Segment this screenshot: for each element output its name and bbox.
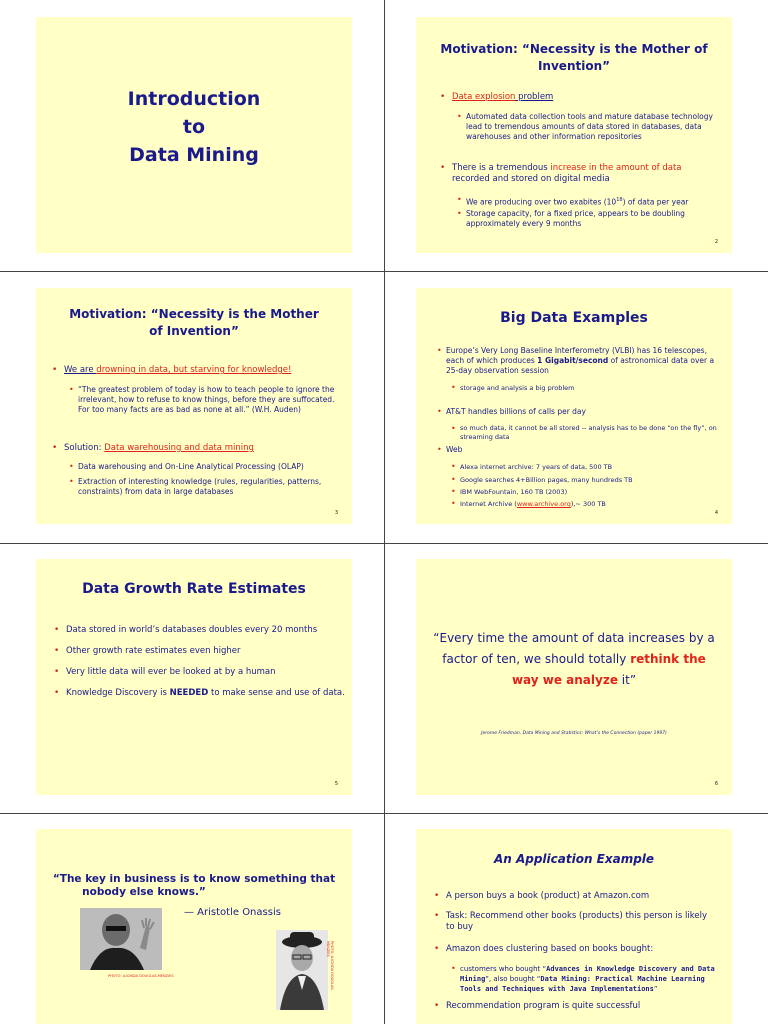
bullet-text: Amazon does clustering based on books bought: <box>446 944 654 954</box>
bullet-text: There is a tremendous <box>452 163 551 173</box>
sub-bullet <box>69 477 336 497</box>
bullet-dot: • <box>54 688 60 698</box>
sub-bullet <box>451 424 718 442</box>
sub-bullet <box>451 964 722 994</box>
bullet <box>434 911 716 933</box>
bullet <box>434 891 726 902</box>
page-number: 4 <box>714 510 718 516</box>
slide-8-title: An Application Example <box>493 852 655 866</box>
bullet-text: Task: Recommend other books (products) this person is likely to buy <box>446 911 707 932</box>
bullet <box>440 92 712 103</box>
slide-2-title: Motivation: “Necessity is the Mother of Invention” <box>440 42 708 73</box>
sub-bullet <box>451 475 718 485</box>
bullet <box>440 163 714 185</box>
quote-line-2 <box>416 649 732 670</box>
bullet-text: AT&T handles billions of calls per day <box>446 407 586 416</box>
bullet <box>52 443 334 454</box>
sub-bullet-text: “The greatest problem of today is how to teach people to ignore the irrelevant, how to refuse to know things, before they are suffocated. For too many facts are as bad as none at all.” (W.H. Auden) <box>78 385 335 414</box>
bullet-dot: • <box>434 1001 440 1011</box>
bullet-text: Web <box>446 445 463 454</box>
slide-5-title: Data Growth Rate Estimates <box>82 581 306 597</box>
bullet-dot: • <box>52 443 58 453</box>
sub-bullet-text: We are producing over two exabites (10 <box>466 197 617 207</box>
bullet-text: Recommendation program is quite successful <box>446 1001 641 1011</box>
sub-bullet <box>69 385 340 415</box>
bullet <box>434 944 726 955</box>
quote-text: factor of ten, we should totally <box>442 652 631 666</box>
archive-link[interactable]: www.archive.org <box>516 500 571 508</box>
bullet-dot: • <box>451 383 456 392</box>
bullet-text: to make sense and use of data. <box>208 688 345 698</box>
bullet-text: Other growth rate estimates even higher <box>66 646 241 656</box>
bullet-dot: • <box>434 944 440 954</box>
highlight-text: Data warehousing and data mining <box>104 443 254 453</box>
sub-bullet-text: Internet Archive ( <box>460 500 517 508</box>
highlight-text: rethink the <box>630 652 706 666</box>
slide-1 <box>36 17 352 253</box>
slide-4-title: Big Data Examples <box>500 310 648 326</box>
superscript: 18 <box>616 197 623 203</box>
bullet-dot: • <box>69 462 74 471</box>
bullet <box>52 365 334 376</box>
citation: Jerome Friedman, Data Mining and Statistics: What’s the Connection (paper 1997) <box>481 731 667 736</box>
sub-bullet-text: ),~ 300 TB <box>570 500 606 508</box>
highlight-text: increase in the amount of data <box>550 163 682 173</box>
sub-bullet-text: ”, also bought “ <box>485 975 541 983</box>
bullet <box>434 1001 726 1012</box>
bullet-dot: • <box>69 385 74 394</box>
bullet <box>54 646 342 657</box>
sub-bullet-text: Google searches 4+Billion pages, many hundreds TB <box>460 476 633 484</box>
sub-bullet-text: customers who bought “ <box>460 965 547 973</box>
slide-8 <box>416 829 732 1024</box>
sub-bullet <box>457 195 716 208</box>
sub-bullet <box>451 487 718 497</box>
slide-4 <box>416 288 732 524</box>
slide-6 <box>416 559 732 795</box>
sub-bullet-text: Data warehousing and On-Line Analytical Processing (OLAP) <box>78 462 304 471</box>
sub-bullet-text: Storage capacity, for a fixed price, appears to be doubling approximately every 9 months <box>466 209 685 228</box>
bullet-dot: • <box>434 911 440 921</box>
bullet <box>54 667 342 678</box>
slide-3 <box>36 288 352 524</box>
quote-text: it” <box>617 673 637 687</box>
bullet <box>54 625 342 636</box>
quote-line-1: “Every time the amount of data increases by a <box>433 631 715 645</box>
bullet-text: A person buys a book (product) at Amazon.com <box>446 891 650 901</box>
sub-bullet <box>69 462 340 472</box>
bullet-dot: • <box>54 646 60 656</box>
bullet-dot: • <box>437 346 442 355</box>
book-title: Advances in Knowledge Discovery and Data Mining <box>460 965 715 983</box>
sub-bullet-text: Extraction of interesting knowledge (rules, regularities, patterns, constraints) from data in large databases <box>78 477 322 496</box>
slide-3-title: Motivation: “Necessity is the Mother of Invention” <box>69 307 319 338</box>
bullet-text: Solution: <box>64 443 105 453</box>
sub-bullet <box>457 112 716 142</box>
sub-bullet <box>451 462 718 472</box>
bullet-dot: • <box>451 487 456 496</box>
sub-bullet-text: storage and analysis a big problem <box>460 384 575 392</box>
sub-bullet <box>451 383 718 393</box>
bullet-text: Europe’s Very Long Baseline Interferometry (VLBI) has 16 telescopes, each of which produces <box>446 346 707 365</box>
bullet-text: Data stored in world’s databases doubles every 20 months <box>66 625 318 635</box>
page-divider-1 <box>0 271 768 272</box>
bullet-text: Very little data will ever be looked at by a human <box>66 667 276 677</box>
slide-7 <box>36 829 352 1024</box>
quote-line: nobody else knows.” <box>82 886 206 898</box>
bullet <box>54 688 346 699</box>
bullet-dot: • <box>451 462 456 471</box>
highlight-text: drowning in data, but starving for knowledge! <box>96 365 292 375</box>
bold-text: 1 Gigabit/second <box>537 356 609 365</box>
bullet-dot: • <box>437 407 442 416</box>
bullet-dot: • <box>52 365 58 375</box>
bullet-dot: • <box>54 625 60 635</box>
bullet-dot: • <box>54 667 60 677</box>
bullet-dot: • <box>457 209 462 218</box>
highlight-text: Data explosion <box>452 92 516 102</box>
page-number: 2 <box>714 239 718 245</box>
sub-bullet-text: so much data, it cannot be all stored -- analysis has to be done “on the fly”, on streaming data <box>460 424 717 441</box>
page-divider-3 <box>0 813 768 814</box>
highlight-text: way we analyze <box>511 673 618 687</box>
sub-bullet-text: Alexa internet archive: 7 years of data, 500 TB <box>460 463 613 471</box>
bullet-dot: • <box>451 964 456 973</box>
bullet-text: problem <box>515 92 554 102</box>
sub-bullet-text: IBM WebFountain, 160 TB (2003) <box>460 488 568 496</box>
bullet-dot: • <box>457 112 462 121</box>
photo-caption: PHOTO: LUCINDA DOUGLAS-MENZIES <box>326 941 334 991</box>
bullet-dot: • <box>434 891 440 901</box>
page-number: 6 <box>714 781 718 787</box>
bullet-dot: • <box>69 477 74 486</box>
sub-bullet-text: Automated data collection tools and mature database technology lead to tremendous amounts of data stored in databases, data warehouses and other information repositories <box>466 112 713 141</box>
bullet-text: We are <box>64 365 97 375</box>
slide-5 <box>36 559 352 795</box>
onassis-photo <box>80 908 162 970</box>
bullet-dot: • <box>451 499 456 508</box>
sub-bullet-text: ) of data per year <box>622 197 689 207</box>
bullet-text: recorded and stored on digital media <box>452 174 610 184</box>
attribution: — Aristotle Onassis <box>184 907 281 918</box>
bullet <box>437 407 718 417</box>
sub-bullet <box>451 499 718 509</box>
bold-text: NEEDED <box>169 688 209 698</box>
bullet-text: of astronomical data over a 25-day observation session <box>446 356 715 375</box>
page-number: 5 <box>334 781 338 787</box>
business-quote <box>36 873 352 899</box>
sub-bullet <box>457 209 716 229</box>
bullet-text: Knowledge Discovery is <box>66 688 170 698</box>
bullet-dot: • <box>451 424 456 433</box>
bullet-dot: • <box>440 92 446 102</box>
bullet-dot: • <box>457 195 462 204</box>
bullet-dot: • <box>440 163 446 173</box>
page-divider-2 <box>0 543 768 544</box>
book-title: Data Mining: Practical Machine Learning Tools and Techniques with Java Implementations <box>460 975 705 993</box>
slide-1-title: Introduction to Data Mining <box>127 88 261 166</box>
photo-caption: PHOTO: LUCINDA DOUGLAS-MENZIES <box>108 974 174 978</box>
man-with-hat-photo <box>276 930 328 1010</box>
page-number: 3 <box>334 510 338 516</box>
bullet <box>437 445 718 455</box>
page-divider-vertical <box>384 0 385 1024</box>
slide-2 <box>416 17 732 253</box>
bullet-dot: • <box>451 475 456 484</box>
bullet-dot: • <box>437 445 442 454</box>
quote-line: “The key in business is to know something that <box>52 873 336 885</box>
sub-bullet-text: ” <box>653 985 658 993</box>
bullet <box>437 346 718 376</box>
quote-line-3 <box>416 670 732 691</box>
